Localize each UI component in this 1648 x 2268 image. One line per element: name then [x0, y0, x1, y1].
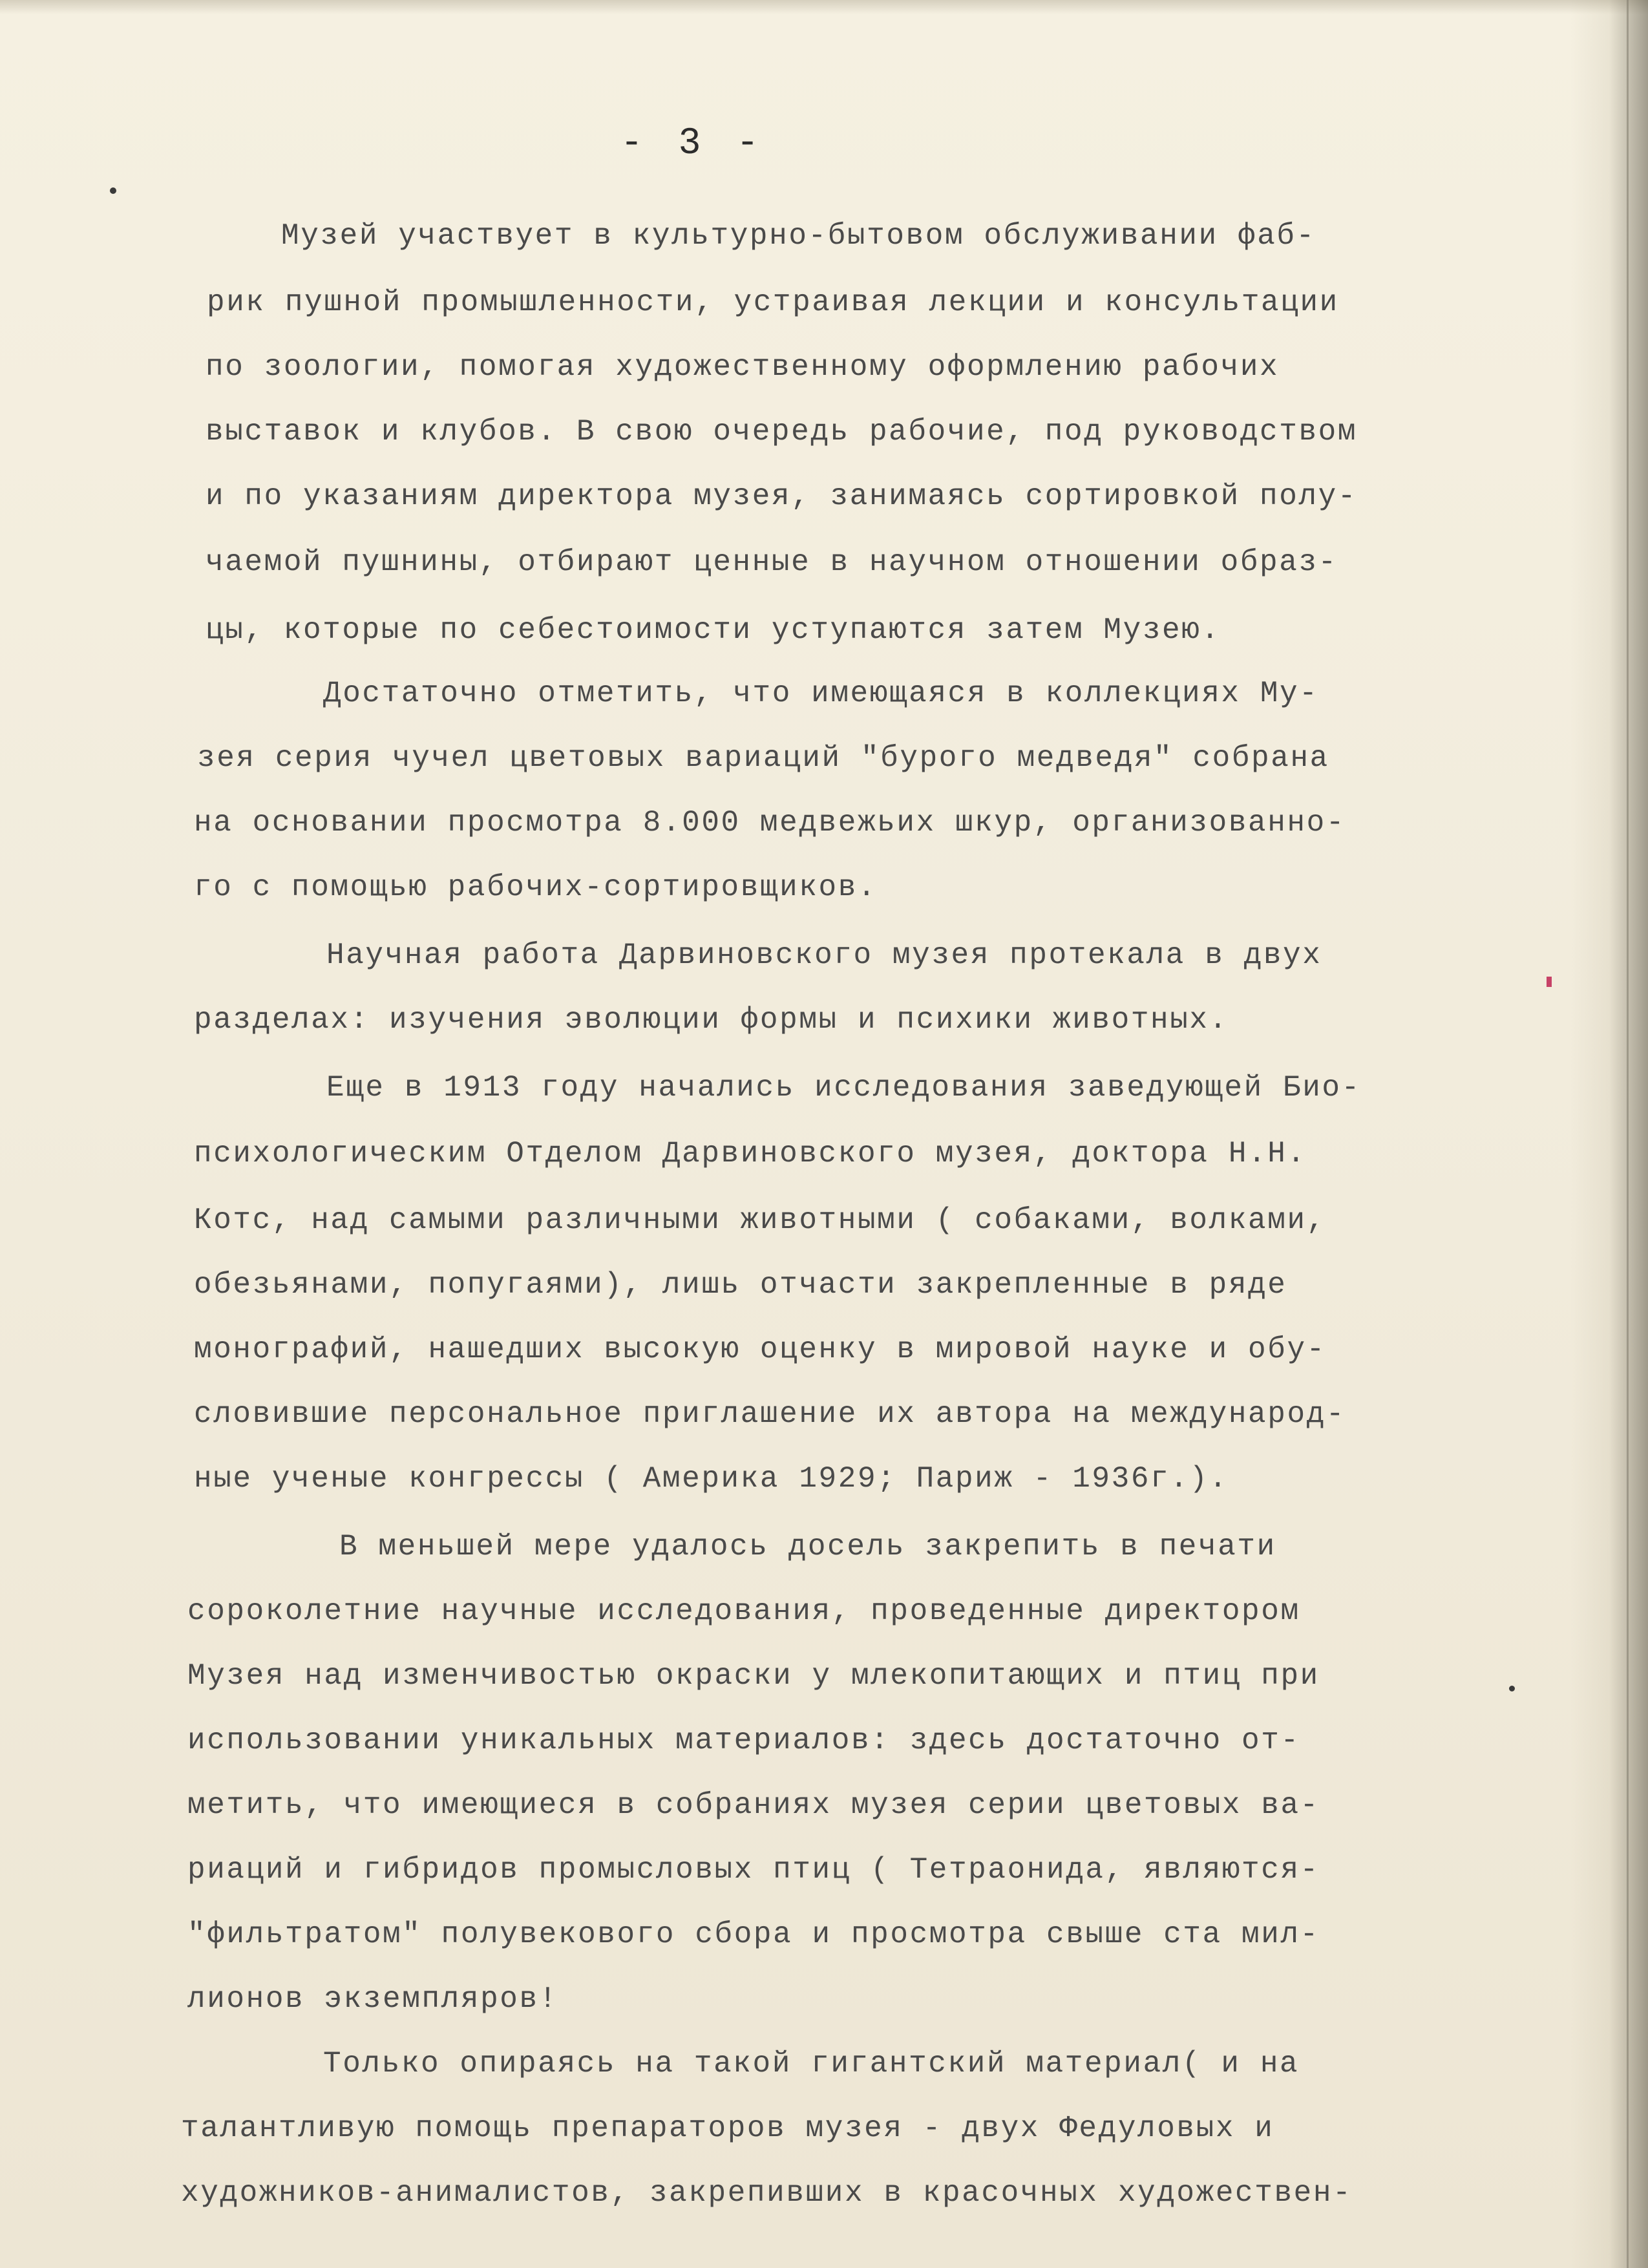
text-line-19: словившие персональное приглашение их автора на международ- [194, 1397, 1346, 1431]
text-line-4: выставок и клубов. В свою очередь рабочие, под руководством [206, 415, 1358, 449]
text-line-3: по зоологии, помогая художественному оформлению рабочих [206, 350, 1280, 384]
page-edge-line [1627, 0, 1629, 2268]
text-line-5: и по указаниям директора музея, занимаясь сортировкой полу- [206, 480, 1358, 513]
text-line-8: Достаточно отметить, что имеющаяся в коллекциях Му- [323, 677, 1319, 710]
text-line-22: сороколетние научные исследования, проведенные директором [187, 1595, 1300, 1628]
text-line-26: риаций и гибридов промысловых птиц ( Тетраонида, являются- [187, 1853, 1320, 1887]
text-line-27: "фильтратом" полувекового сбора и просмотра свыше ста мил- [187, 1918, 1320, 1951]
text-line-20: ные ученые конгрессы ( Америка 1929; Париж - 1936г.). [194, 1462, 1229, 1496]
text-line-11: го с помощью рабочих-сортировщиков. [194, 871, 878, 904]
text-line-23: Музея над изменчивостью окраски у млекопитающих и птиц при [187, 1659, 1320, 1693]
text-line-9: зея серия чучел цветовых вариаций "бурого медведя" собрана [197, 741, 1329, 775]
page-right-edge-shadow [1570, 0, 1648, 2268]
ink-speck [110, 187, 116, 194]
text-line-7: цы, которые по себестоимости уступаются затем Музею. [206, 613, 1221, 647]
text-line-17: обезьянами, попугаями), лишь отчасти закрепленные в ряде [194, 1268, 1287, 1302]
text-line-6: чаемой пушнины, отбирают ценные в научном отношении образ- [206, 546, 1338, 579]
text-line-21: В меньшей мере удалось досель закрепить в печати [339, 1530, 1276, 1563]
ink-speck [1509, 1686, 1515, 1691]
text-line-15: психологическим Отделом Дарвиновского музея, доктора Н.Н. [194, 1137, 1307, 1171]
text-line-2: рик пушной промышленности, устраивая лекции и консультации [207, 286, 1339, 319]
text-line-28: лионов экземпляров! [187, 1982, 558, 2016]
text-line-10: на основании просмотра 8.000 медвежьих шкур, организованно- [194, 806, 1346, 840]
text-line-30: талантливую помощь препараторов музея - двух Федуловых и [181, 2112, 1274, 2145]
text-line-14: Еще в 1913 году начались исследования заведующей Био- [326, 1071, 1361, 1105]
text-line-29: Только опираясь на такой гигантский материал( и на [323, 2047, 1300, 2081]
page-top-edge [0, 0, 1648, 14]
text-line-12: Научная работа Дарвиновского музея протекала в двух [326, 938, 1322, 972]
text-line-24: использовании уникальных материалов: здесь достаточно от- [187, 1724, 1300, 1757]
text-line-31: художников-анималистов, закрепивших в красочных художествен- [181, 2176, 1353, 2210]
text-line-13: разделах: изучения эволюции формы и психики животных. [194, 1003, 1229, 1037]
text-line-16: Котс, над самыми различными животными ( собаками, волками, [194, 1203, 1326, 1237]
text-line-1: Музей участвует в культурно-бытовом обслуживании фаб- [281, 219, 1316, 253]
pink-margin-mark [1547, 977, 1552, 987]
text-line-25: метить, что имеющиеся в собраниях музея серии цветовых ва- [187, 1788, 1320, 1822]
text-line-18: монографий, нашедших высокую оценку в мировой науке и обу- [194, 1333, 1326, 1366]
page-number: - 3 - [620, 123, 766, 165]
